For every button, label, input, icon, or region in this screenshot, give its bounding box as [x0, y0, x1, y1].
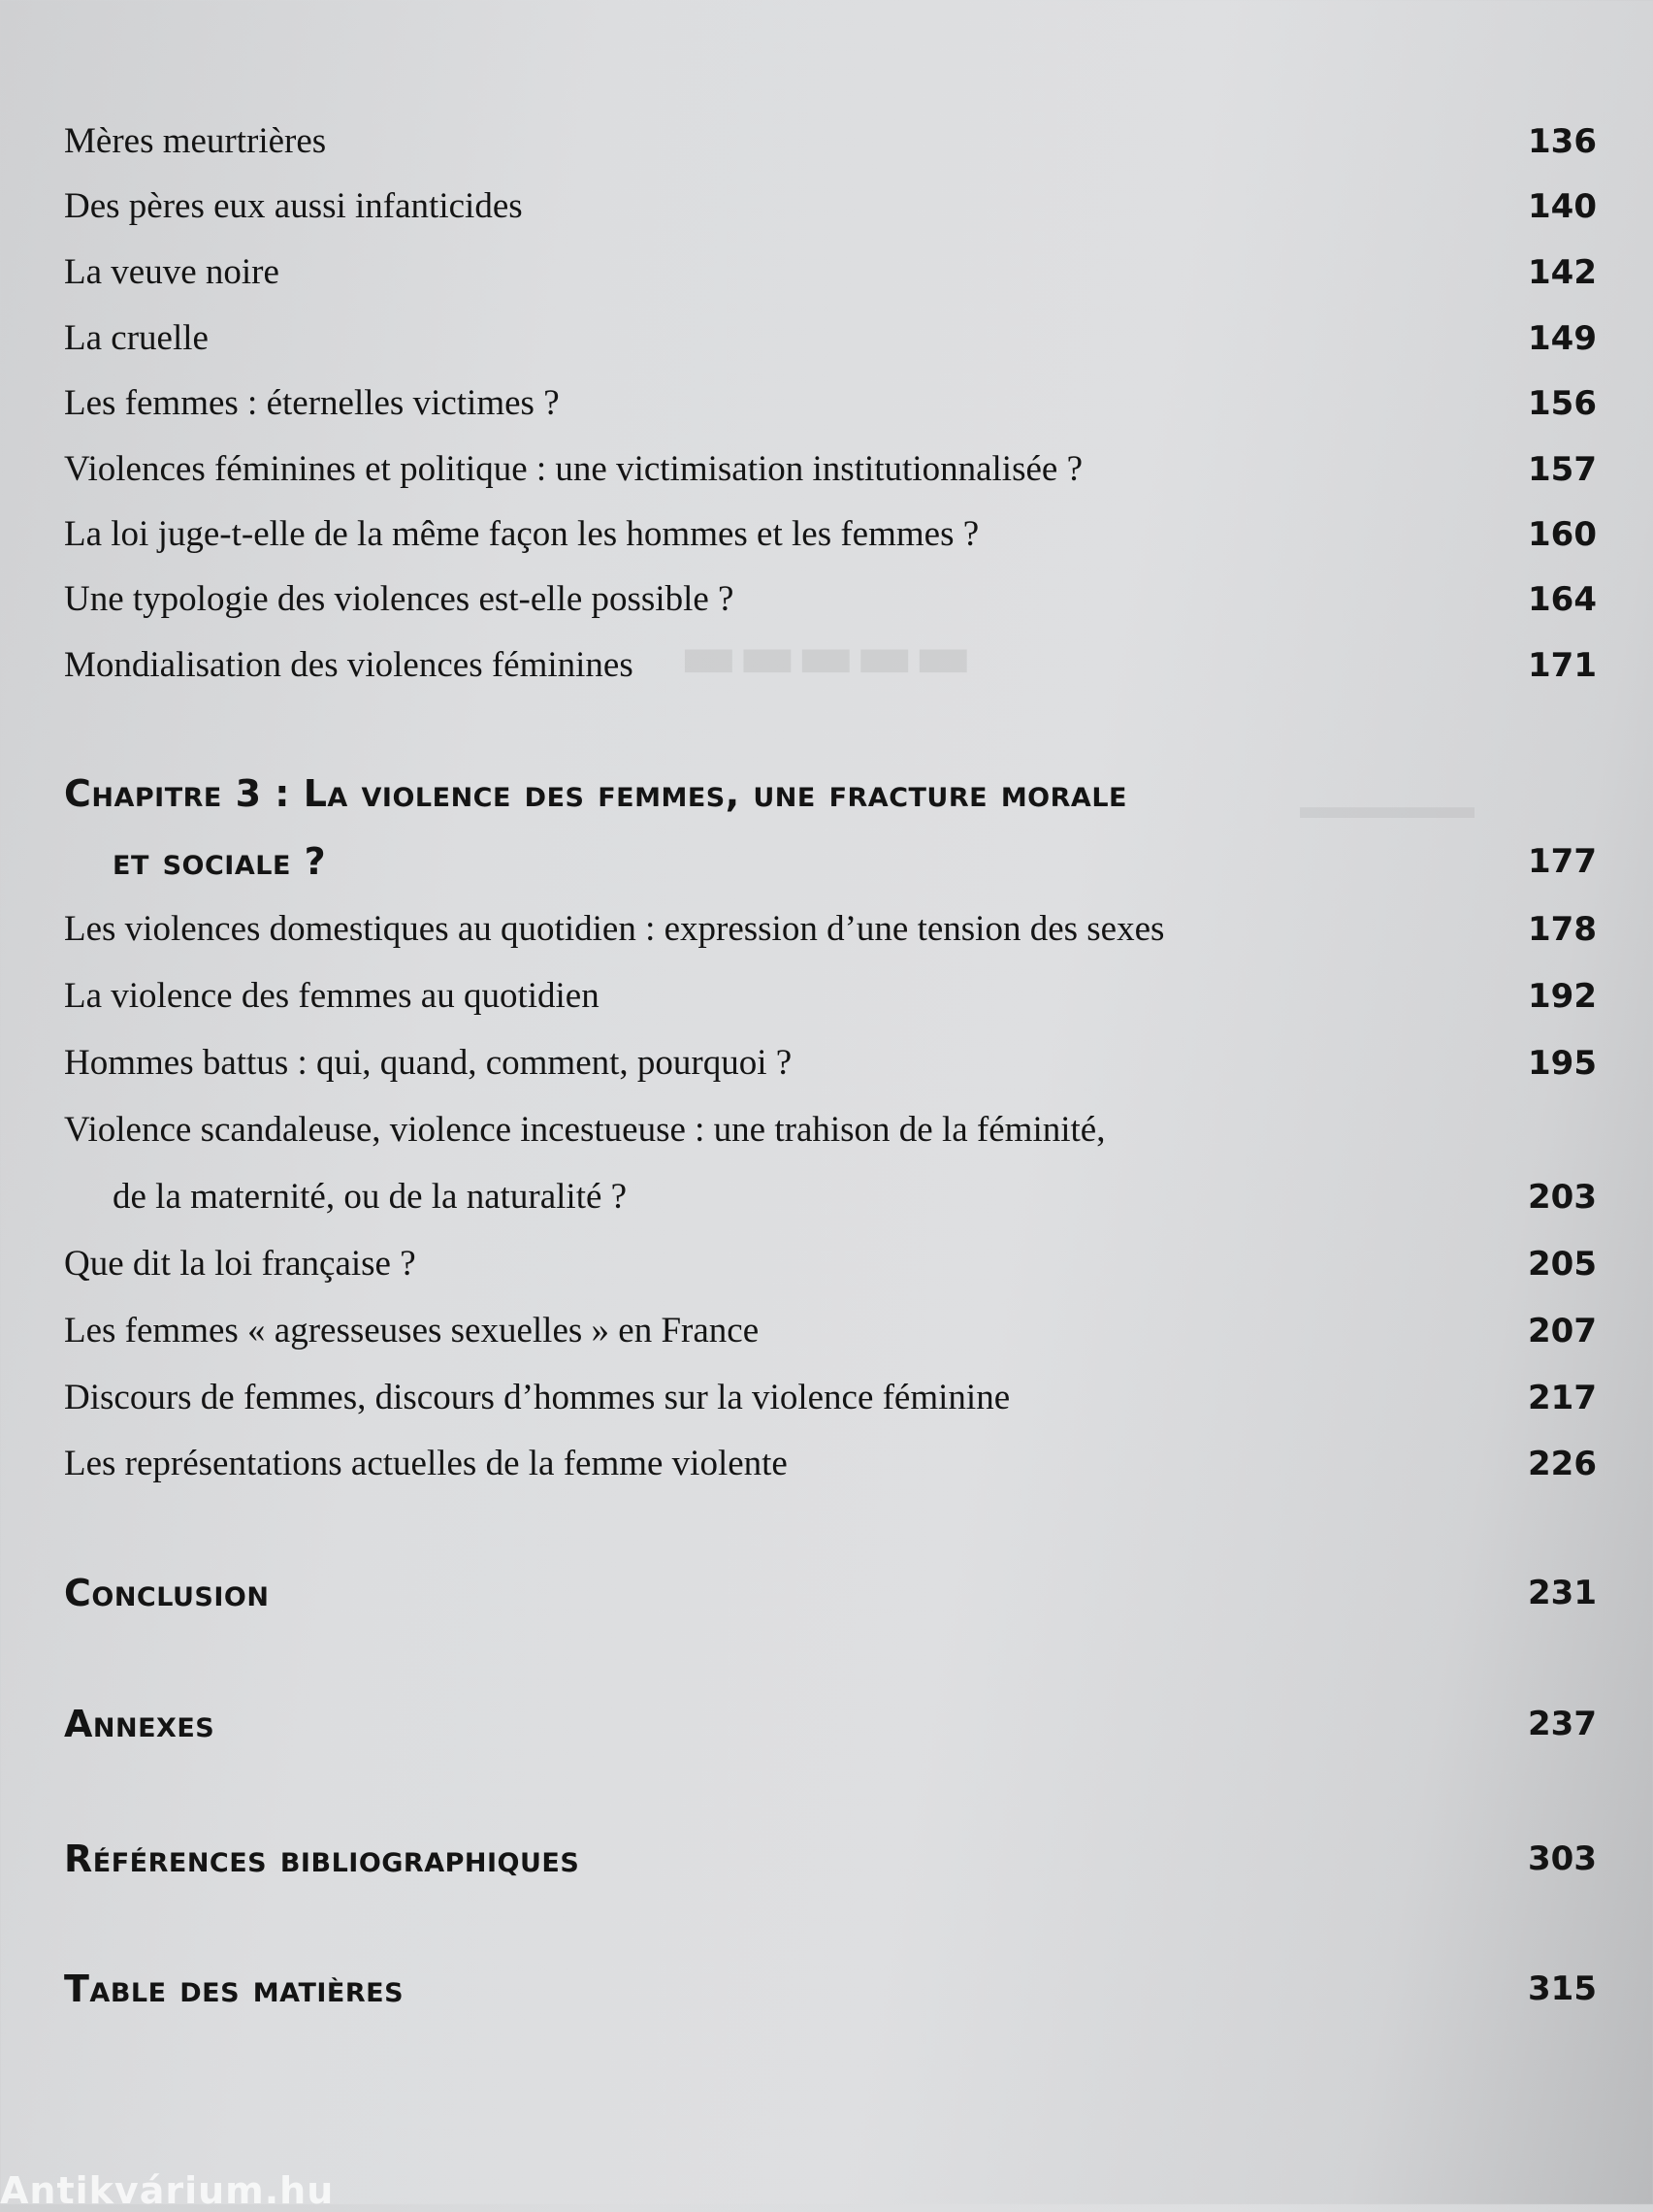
toc-entry [64, 1302, 1597, 1360]
entry-page: 160 [1528, 515, 1597, 554]
chapter-heading [64, 764, 1597, 823]
toc-entry [64, 374, 1597, 433]
entry-page: 205 [1528, 1245, 1597, 1284]
conclusion-heading [64, 1564, 1597, 1622]
entry-title: La violence des femmes au quotidien [64, 976, 600, 1016]
toc-entry [64, 113, 1597, 171]
entry-page: 226 [1528, 1445, 1597, 1483]
toc-entry [64, 967, 1597, 1025]
entry-page: 195 [1528, 1044, 1597, 1083]
entry-page: 149 [1528, 319, 1597, 358]
entry-title: Les violences domestiques au quotidien : expression d’une tension des sexes [64, 909, 1165, 949]
entry-page: 207 [1528, 1312, 1597, 1350]
entry-title: Violence scandaleuse, violence incestueuse : une trahison de la féminité, [64, 1110, 1106, 1150]
entry-title: La loi juge-t-elle de la même façon les hommes et les femmes ? [64, 514, 980, 554]
toc-entry [64, 309, 1597, 368]
chapter-page: 177 [1528, 842, 1597, 881]
toc-entry [64, 1101, 1597, 1159]
entry-title: La veuve noire [64, 252, 279, 292]
toc-entry [64, 1168, 1597, 1226]
heading-page: 237 [1528, 1705, 1597, 1743]
bibliography-heading [64, 1830, 1597, 1888]
entry-title: de la maternité, ou de la naturalité ? [113, 1177, 628, 1217]
entry-page: 203 [1528, 1178, 1597, 1217]
chapter-heading-cont [64, 832, 1597, 891]
table-of-contents-heading [64, 1960, 1597, 2018]
chapter-title-line2: et sociale ? [113, 840, 327, 883]
entry-page: 136 [1528, 122, 1597, 161]
heading-title: Table des matières [64, 1968, 405, 2010]
entry-title: Les femmes : éternelles victimes ? [64, 383, 560, 423]
toc-entry [64, 1034, 1597, 1092]
entry-title: La cruelle [64, 318, 209, 358]
entry-title: Les représentations actuelles de la femme violente [64, 1444, 788, 1483]
entry-page: 217 [1528, 1379, 1597, 1417]
entry-title: Violences féminines et politique : une victimisation institutionnalisée ? [64, 449, 1084, 489]
show-through-heading: ▬▬▬▬▬ [679, 621, 973, 693]
entry-title: Des pères eux aussi infanticides [64, 186, 523, 226]
heading-page: 315 [1528, 1969, 1597, 2008]
toc-entry [64, 1235, 1597, 1293]
toc-entry [64, 1435, 1597, 1493]
entry-page: 140 [1528, 187, 1597, 226]
entry-page: 157 [1528, 450, 1597, 489]
toc-entry [64, 178, 1597, 236]
entry-title: Que dit la loi française ? [64, 1244, 416, 1284]
show-through-text: ▬▬▬▬▬ [1300, 787, 1475, 826]
entry-title: Hommes battus : qui, quand, comment, pourquoi ? [64, 1043, 793, 1083]
entry-title: Mères meurtrières [64, 121, 327, 161]
heading-page: 303 [1528, 1839, 1597, 1878]
entry-page: 156 [1528, 384, 1597, 423]
entry-page: 164 [1528, 580, 1597, 619]
entry-title: Discours de femmes, discours d’hommes sur la violence féminine [64, 1378, 1011, 1417]
entry-title: Mondialisation des violences féminines [64, 645, 633, 685]
heading-title: Conclusion [64, 1572, 270, 1614]
toc-entry [64, 1369, 1597, 1427]
toc-entry [64, 636, 1597, 695]
chapter-title-line1: Chapitre 3 : La violence des femmes, une fracture morale [64, 772, 1127, 815]
toc-entry [64, 505, 1597, 564]
toc-entry [64, 244, 1597, 302]
toc-entry [64, 900, 1597, 959]
heading-title: Annexes [64, 1703, 215, 1745]
watermark: Antikvárium.hu [0, 2169, 335, 2212]
annexes-heading [64, 1695, 1597, 1753]
heading-title: Références bibliographiques [64, 1838, 580, 1880]
toc-entry [64, 440, 1597, 499]
toc-entry [64, 570, 1597, 629]
entry-title: Les femmes « agresseuses sexuelles » en France [64, 1311, 760, 1350]
entry-page: 192 [1528, 977, 1597, 1016]
entry-page: 171 [1528, 646, 1597, 685]
entry-title: Une typologie des violences est-elle possible ? [64, 579, 734, 619]
entry-page: 142 [1528, 253, 1597, 292]
entry-page: 178 [1528, 910, 1597, 949]
heading-page: 231 [1528, 1574, 1597, 1612]
